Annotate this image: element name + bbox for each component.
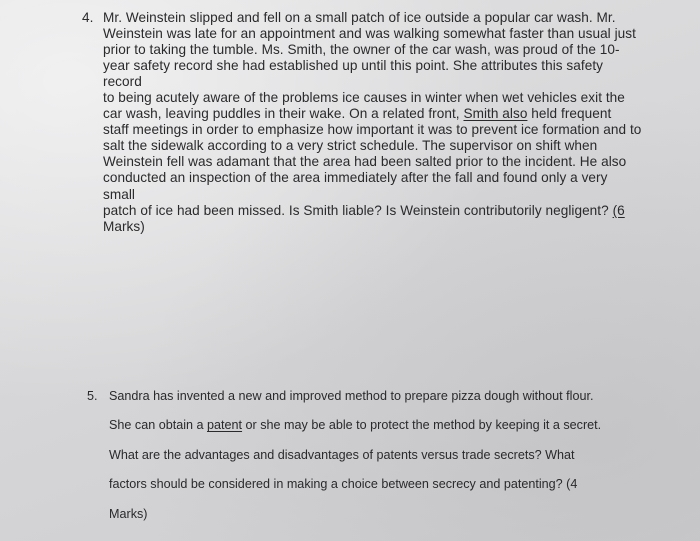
marks-underlined: (6 <box>612 202 625 218</box>
text-line: Marks) <box>109 506 148 521</box>
text-line: factors should be considered in making a choice between secrecy and patenting? (4 <box>109 477 578 492</box>
text-line: prior to taking the tumble. Ms. Smith, the owner of the car wash, was proud of the 10- <box>103 42 620 58</box>
question-number: 4. <box>82 10 94 25</box>
text-line: patch of ice had been missed. Is Smith liable? Is Weinstein contributorily negligent? <box>103 202 609 218</box>
question-text <box>109 382 627 529</box>
text-line: Marks) <box>103 218 145 234</box>
question-4 <box>82 10 642 235</box>
text-line: or she may be able to protect the method by keeping it a secret. <box>245 418 602 433</box>
text-line: Sandra has invented a new and improved method to prepare pizza dough without flour. <box>109 389 594 403</box>
text-line: She can obtain a <box>109 418 204 433</box>
text-line: year safety record she had established up until this point. She attributes this safety record <box>103 58 603 90</box>
text-line: car wash, leaving puddles in their wake. On a related front, <box>103 106 460 122</box>
underlined-text: patent <box>207 418 243 433</box>
question-5 <box>87 382 627 529</box>
question-number: 5. <box>87 389 98 403</box>
text-line: conducted an inspection of the area immediately after the fall and found only a very small <box>103 170 608 202</box>
text-line: Mr. Weinstein slipped and fell on a small patch of ice outside a popular car wash. Mr. <box>103 10 616 25</box>
text-line: Weinstein fell was adamant that the area had been salted prior to the incident. He also <box>103 154 627 170</box>
text-line: to being acutely aware of the problems ice causes in winter when wet vehicles exit the <box>103 90 625 106</box>
text-line: Weinstein was late for an appointment and was walking somewhat faster than usual just <box>103 26 636 42</box>
text-line: salt the sidewalk according to a very strict schedule. The supervisor on shift when <box>103 138 598 154</box>
text-line: held frequent <box>531 106 612 122</box>
question-text <box>103 10 642 235</box>
text-line: staff meetings in order to emphasize how important it was to prevent ice formation and to <box>103 122 642 138</box>
underlined-text: Smith also <box>463 106 528 122</box>
text-line: What are the advantages and disadvantages of patents versus trade secrets? What <box>109 447 575 462</box>
